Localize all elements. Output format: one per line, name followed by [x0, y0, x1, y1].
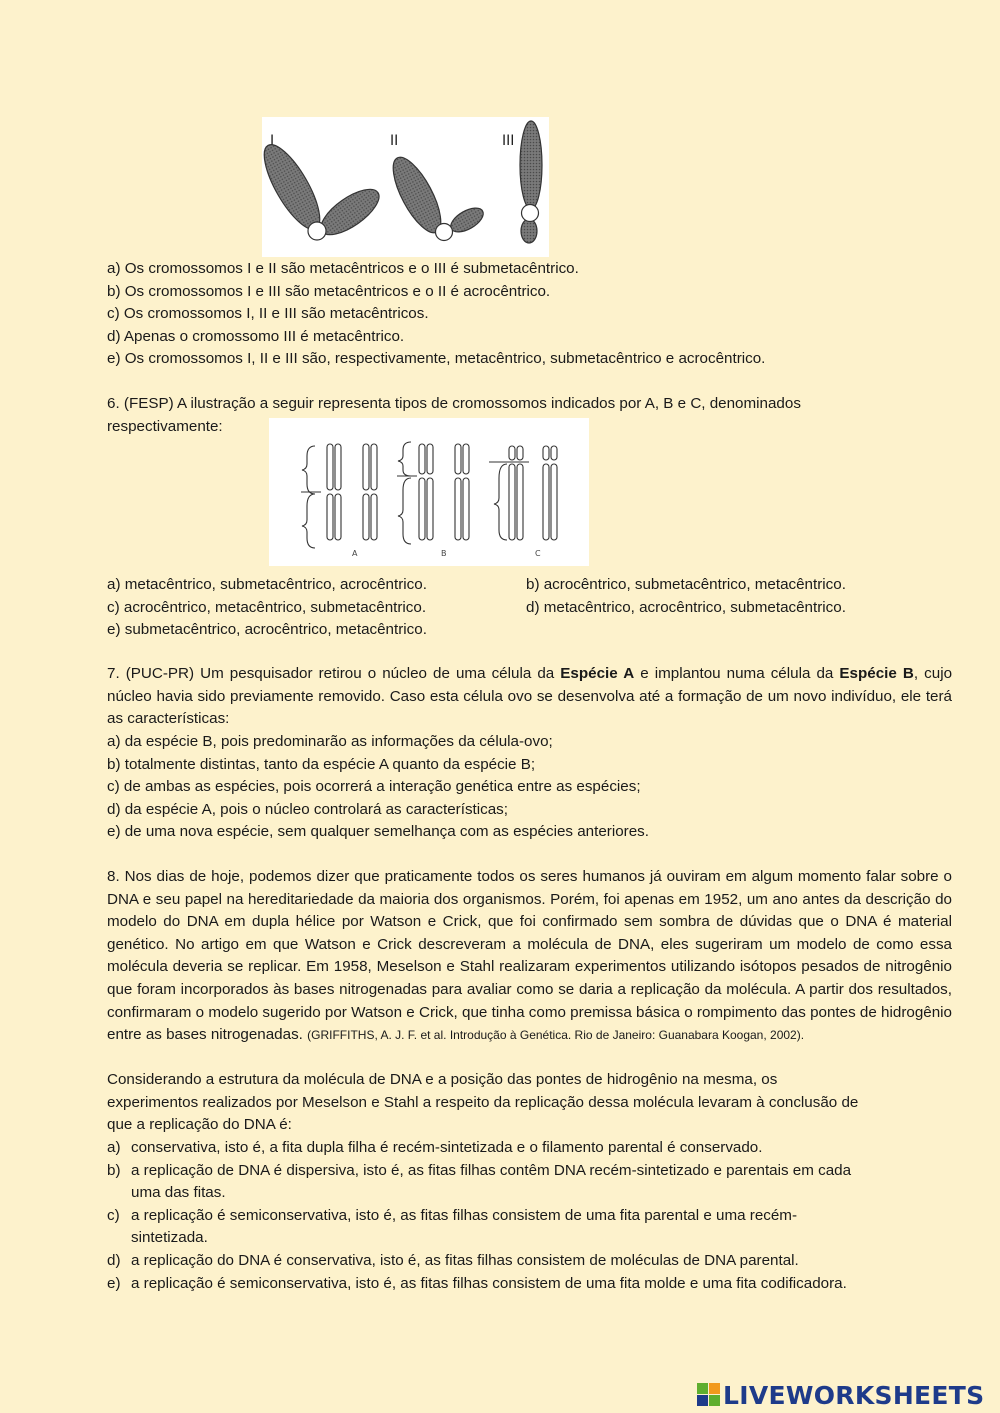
q8-paragraph-text: 8. Nos dias de hoje, podemos dizer que praticamente todos os seres humanos já ouviram em algum momento falar sobre o DNA e seu papel na hereditariedade da maioria dos organismos. Porém, foi apenas em 1952, um ano antes da descrição do modelo do DNA em dupla hélice por Watson e Crick, que foi confirmado sem sombra de dúvidas que o DNA é material genético. No artigo em que Watson e Crick descreveram a molécula de DNA, eles sugeriram um modelo de como essa molécula deveria se replicar. Em 1958, Meselson e Stahl realizaram experimentos utilizando isótopos pesados de nitrogênio que foram incorporados às bases nitrogenadas para avaliar como se daria a replicação da molécula. A partir dos resultados, confirmaram o modelo sugerido por Watson e Crick, que tinha como premissa básica o rompimento das pontes de hidrogênio entre as bases nitrogenadas.: [107, 868, 952, 1044]
figure2-label-a: A: [352, 549, 358, 558]
q6-option-b: b) acrocêntrico, submetacêntrico, metacêntrico.: [526, 576, 846, 593]
q8-option-c-text-line2: sintetizada.: [131, 1229, 208, 1247]
q7-species-a: Espécie A: [560, 665, 635, 682]
q8-option-b-text-line2: uma das fitas.: [131, 1184, 226, 1202]
q7-stem-part3: , cujo núcleo havia sido previamente removido. Caso esta célula ovo se desenvolva até a formação de um novo indivíduo, ele terá as características:: [107, 665, 953, 728]
q7-option-a: a) da espécie B, pois predominarão as informações da célula-ovo;: [107, 733, 553, 750]
q5-option-c: c) Os cromossomos I, II e III são metacêntricos.: [107, 305, 429, 322]
label-ii: II: [390, 133, 399, 149]
q8-option-c-text-line1: a replicação é semiconservativa, isto é, as fitas filhas consistem de uma fita parental e uma recém-: [131, 1206, 798, 1224]
label-iii: III: [502, 133, 515, 149]
figure2-label-b: B: [441, 549, 447, 558]
chromosome-group-b: [397, 442, 469, 544]
q8-citation: (GRIFFITHS, A. J. F. et al. Introdução à Genética. Rio de Janeiro: Guanabara Koogan, 2002).: [307, 1028, 805, 1043]
chromosome-figure-1-svg: [262, 117, 549, 257]
label-i: I: [270, 133, 275, 149]
q8-option-d-text: a replicação do DNA é conservativa, isto é, as fitas filhas consistem de moléculas de DNA parental.: [131, 1251, 799, 1269]
q6-option-d: d) metacêntrico, acrocêntrico, submetacêntrico.: [526, 598, 846, 616]
q8-question-line3: que a replicação do DNA é:: [107, 1116, 292, 1133]
q7-stem-part2: e implantou numa célula da: [634, 665, 840, 682]
logo-text: LIVEWORKSHEETS: [723, 1380, 985, 1410]
q7-option-c: c) de ambas as espécies, pois ocorrerá a interação genética entre as espécies;: [107, 778, 641, 795]
q7-option-d: d) da espécie A, pois o núcleo controlará as características;: [107, 800, 508, 818]
q5-option-b: b) Os cromossomos I e III são metacêntricos e o II é acrocêntrico.: [107, 282, 551, 300]
liveworksheets-logo[interactable]: [697, 1380, 984, 1410]
q7-stem: [107, 663, 952, 731]
q8-paragraph: [107, 866, 952, 1047]
q7-option-b: b) totalmente distintas, tanto da espécie A quanto da espécie B;: [107, 755, 536, 773]
chromosome-group-a: [301, 444, 377, 548]
q6-option-e: e) submetacêntrico, acrocêntrico, metacêntrico.: [107, 621, 427, 638]
q8-option-a-text: conservativa, isto é, a fita dupla filha é recém-sintetizada e o filamento parental é conservado.: [131, 1139, 763, 1156]
q8-option-e-label: e): [107, 1274, 121, 1292]
q8-option-a-label: a): [107, 1139, 121, 1156]
q6-stem-line2: respectivamente:: [107, 417, 223, 435]
q6-option-c: c) acrocêntrico, metacêntrico, submetacêntrico.: [107, 598, 427, 616]
chromosome-iii: [520, 121, 542, 243]
chromosome-figure-1: [262, 117, 549, 257]
q8-option-b-label: b): [107, 1161, 121, 1179]
chromosome-figure-2: [269, 418, 589, 566]
liveworksheets-logo-icon: [697, 1383, 721, 1407]
q7-species-b: Espécie B: [839, 665, 914, 682]
q7-stem-part1: 7. (PUC-PR) Um pesquisador retirou o núcleo de uma célula da: [107, 665, 561, 682]
q8-question-line1: Considerando a estrutura da molécula de DNA e a posição das pontes de hidrogênio na mesma, os: [107, 1071, 778, 1088]
q8-option-e-text: a replicação é semiconservativa, isto é, as fitas filhas consistem de uma fita molde e uma fita codificadora.: [131, 1274, 847, 1292]
q5-option-e: e) Os cromossomos I, II e III são, respectivamente, metacêntrico, submetacêntrico e acrocêntrico.: [107, 350, 766, 367]
q6-stem-line1: 6. (FESP) A ilustração a seguir representa tipos de cromossomos indicados por A, B e C, denominados: [107, 395, 801, 412]
q6-option-a: a) metacêntrico, submetacêntrico, acrocêntrico.: [107, 576, 427, 593]
chromosome-ii: [384, 151, 487, 241]
q5-option-a: a) Os cromossomos I e II são metacêntricos e o III é submetacêntrico.: [107, 260, 579, 277]
q7-option-e: e) de uma nova espécie, sem qualquer semelhança com as espécies anteriores.: [107, 823, 649, 840]
chromosome-figure-2-svg: [269, 418, 589, 566]
q5-option-d: d) Apenas o cromossomo III é metacêntrico.: [107, 327, 405, 345]
q8-question-line2: experimentos realizados por Meselson e Stahl a respeito da replicação dessa molécula levaram à conclusão de: [107, 1093, 859, 1111]
figure2-label-c: C: [535, 549, 541, 558]
chromosome-i: [262, 137, 386, 243]
chromosome-group-c: [489, 446, 557, 540]
q8-option-c-label: c): [107, 1206, 120, 1224]
q8-option-b-text-line1: a replicação de DNA é dispersiva, isto é, as fitas filhas contêm DNA recém-sintetizado e parentais em cada: [131, 1161, 852, 1179]
q8-option-d-label: d): [107, 1251, 121, 1269]
